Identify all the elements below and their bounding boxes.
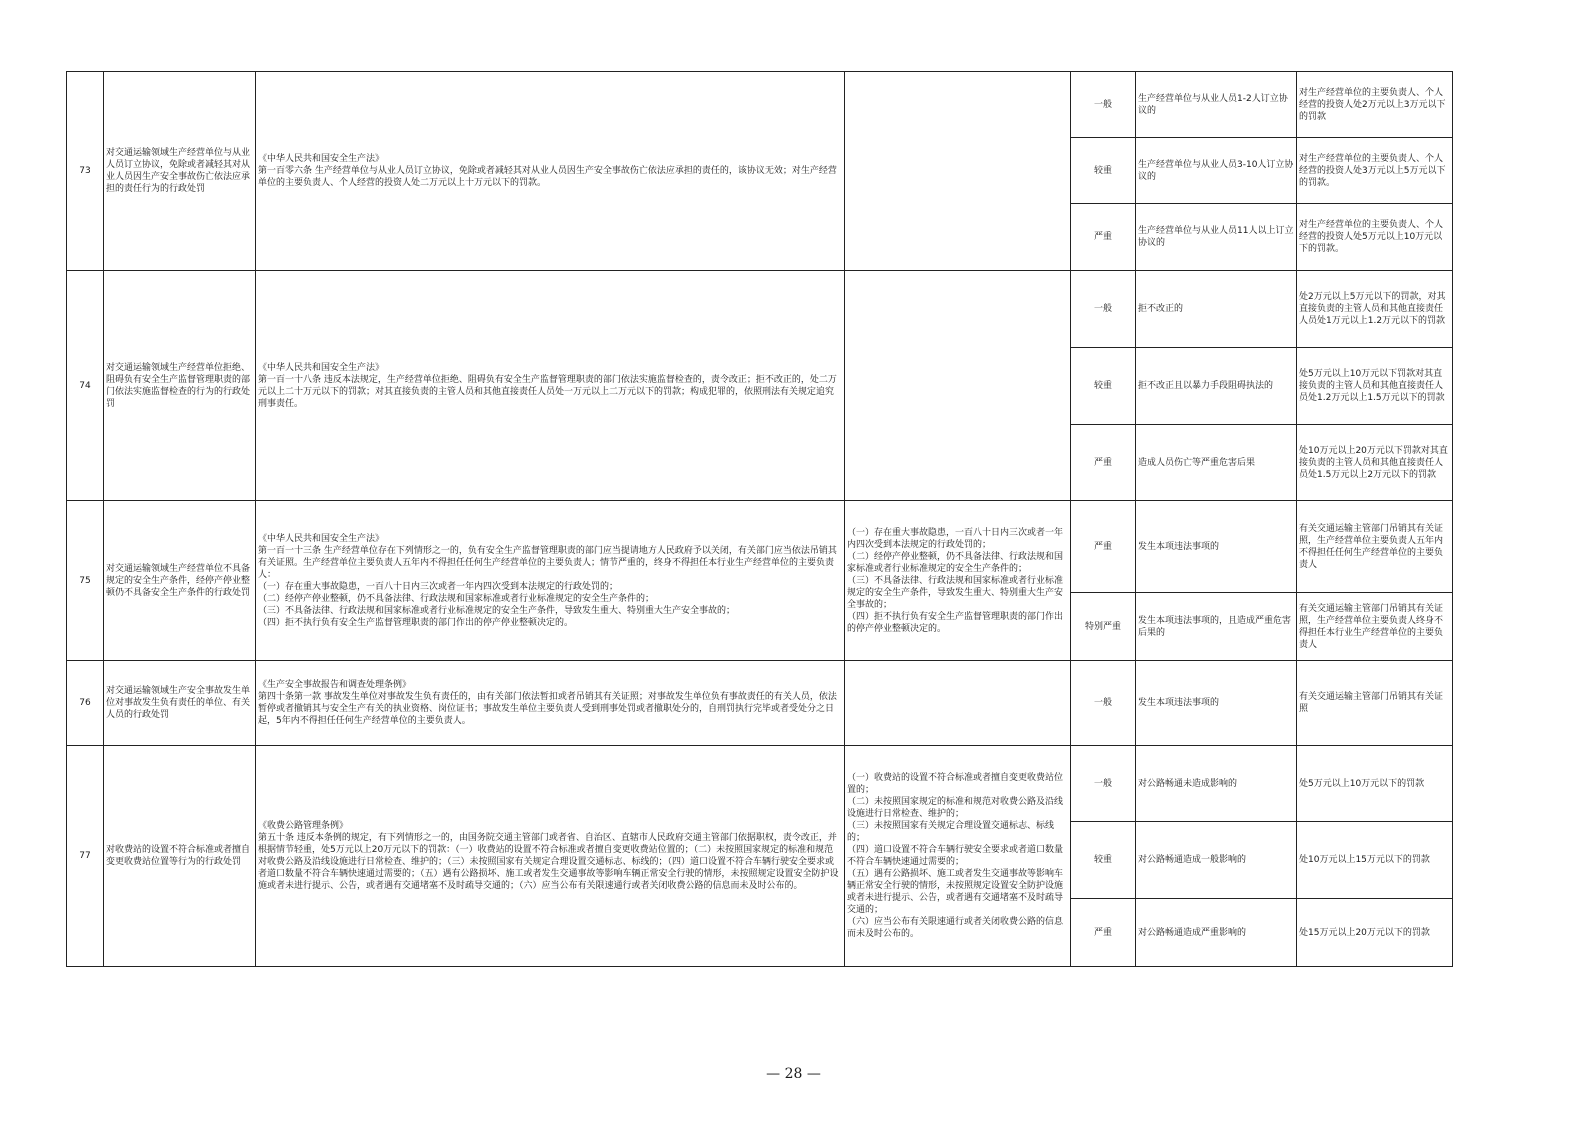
severity-level: 严重 — [1071, 501, 1136, 593]
severity-level: 一般 — [1071, 72, 1136, 138]
page-number: — 28 — — [766, 1066, 821, 1082]
legal-basis — [256, 661, 845, 746]
penalty-standard: 处5万元以上10万元以下的罚款 — [1297, 746, 1453, 822]
circumstance: 生产经营单位与从业人员1-2人订立协议的 — [1136, 72, 1297, 138]
item-number: 77 — [67, 746, 104, 967]
item-number: 76 — [67, 661, 104, 746]
circumstance: 生产经营单位与从业人员3-10人订立协议的 — [1136, 138, 1297, 204]
penalty-standard: 有关交通运输主管部门吊销其有关证照，生产经营单位主要负责人终身不得担任本行业生产经营单位的主要负责人 — [1297, 593, 1453, 661]
violation-condition — [845, 271, 1071, 501]
severity-level: 一般 — [1071, 271, 1136, 348]
law-title: 《中华人民共和国安全生产法》 — [258, 362, 385, 373]
law-article: 第一百一十八条 违反本法规定，生产经营单位拒绝、阻碍负有安全生产监督管理职责的部门依法实施监督检查的，责令改正；拒不改正的，处二万元以上二十万元以下的罚款；对其直接负责的主管人员和其他直接责任人员处一万元以上二万元以下的罚款；构成犯罪的，依照刑法有关规定追究刑事责任。 — [258, 374, 837, 409]
legal-basis — [256, 746, 845, 967]
penalty-standard: 有关交通运输主管部门吊销其有关证照 — [1297, 661, 1453, 746]
table-row — [67, 661, 1453, 746]
table-row — [67, 746, 1453, 822]
law-title: 《收费公路管理条例》 — [258, 821, 349, 831]
circumstance: 对公路畅通造成严重影响的 — [1136, 899, 1297, 967]
violation-condition — [845, 72, 1071, 271]
severity-level: 严重 — [1071, 899, 1136, 967]
law-article: 第一百零六条 生产经营单位与从业人员订立协议，免除或者减轻其对从业人员因生产安全事故伤亡依法应承担的责任的，该协议无效；对生产经营单位的主要负责人、个人经营的投资人处二万元以上十万元以下的罚款。 — [258, 166, 837, 188]
severity-level: 特别严重 — [1071, 593, 1136, 661]
penalty-standard: 对生产经营单位的主要负责人、个人经营的投资人处5万元以上10万元以下的罚款。 — [1297, 204, 1453, 271]
penalty-standard: 处10万元以上15万元以下的罚款 — [1297, 822, 1453, 899]
severity-level: 一般 — [1071, 661, 1136, 746]
circumstance: 对公路畅通未造成影响的 — [1136, 746, 1297, 822]
item-number: 75 — [67, 501, 104, 661]
law-title: 《中华人民共和国安全生产法》 — [258, 533, 385, 544]
violation-condition: （一）收费站的设置不符合标准或者擅自变更收费站位置的； （二）未按照国家规定的标准和规范对收费公路及沿线设施进行日常检查、维护的； （三）未按照国家有关规定合理设置交通标志、标线的； （四）道口设置不符合车辆行驶安全要求或者道口数量不符合车辆快速通过需要的； （五）遇有公路损坏、施工或者发生交通事故等影响车辆正常安全行驶的情形，未按照规定设置安全防护设施或者未进行提示、公告，或者遇有交通堵塞不及时疏导交通的； （六）应当公布有关限速通行或者关闭收费公路的信息而未及时公布的。 — [845, 746, 1071, 967]
table-row — [67, 72, 1453, 138]
penalty-standard: 有关交通运输主管部门吊销其有关证照，生产经营单位主要负责人五年内不得担任任何生产经营单位的主要负责人 — [1297, 501, 1453, 593]
penalty-standards-table — [66, 71, 1453, 967]
violation-item: 对收费站的设置不符合标准或者擅自变更收费站位置等行为的行政处罚 — [104, 746, 256, 967]
law-title: 《生产安全事故报告和调查处理条例》 — [258, 680, 412, 690]
law-article: 第一百一十三条 生产经营单位存在下列情形之一的，负有安全生产监督管理职责的部门应当提请地方人民政府予以关闭，有关部门应当依法吊销其有关证照。生产经营单位主要负责人五年内不得担任任何生产经营单位的主要负责人；情节严重的，终身不得担任本行业生产经营单位的主要负责人： （一）存在重大事故隐患，一百八十日内三次或者一年内四次受到本法规定的行政处罚的； （二）经停产停业整顿，仍不具备法律、行政法规和国家标准或者行业标准规定的安全生产条件的； （三）不具备法律、行政法规和国家标准或者行业标准规定的安全生产条件，导致发生重大、特别重大生产安全事故的； （四）拒不执行负有安全生产监督管理职责的部门作出的停产停业整顿决定的。 — [258, 545, 837, 628]
circumstance: 对公路畅通造成一般影响的 — [1136, 822, 1297, 899]
law-article: 第四十条第一款 事故发生单位对事故发生负有责任的，由有关部门依法暂扣或者吊销其有关证照；对事故发生单位负有事故责任的有关人员，依法暂停或者撤销其与安全生产有关的执业资格、岗位证书；事故发生单位主要负责人受到刑事处罚或者撤职处分的，自刑罚执行完毕或者受处分之日起，5年内不得担任任何生产经营单位的主要负责人。 — [258, 692, 837, 726]
table-row — [67, 271, 1453, 348]
circumstance: 生产经营单位与从业人员11人以上订立协议的 — [1136, 204, 1297, 271]
table-body — [67, 72, 1453, 967]
penalty-standard: 处5万元以上10万元以下罚款对其直接负责的主管人员和其他直接责任人员处1.2万元以上1.5万元以下的罚款 — [1297, 348, 1453, 425]
violation-item: 对交通运输领域生产经营单位拒绝、阻碍负有安全生产监督管理职责的部门依法实施监督检查的行为的行政处罚 — [104, 271, 256, 501]
violation-condition: （一）存在重大事故隐患，一百八十日内三次或者一年内四次受到本法规定的行政处罚的； （二）经停产停业整顿，仍不具备法律、行政法规和国家标准或者行业标准规定的安全生产条件的； （三）不具备法律、行政法规和国家标准或者行业标准规定的安全生产条件，导致发生重大、特别重大生产安全事故的； （四）拒不执行负有安全生产监督管理职责的部门作出的停产停业整顿决定的。 — [845, 501, 1071, 661]
circumstance: 发生本项违法事项的 — [1136, 661, 1297, 746]
circumstance: 拒不改正的 — [1136, 271, 1297, 348]
severity-level: 较重 — [1071, 138, 1136, 204]
violation-item: 对交通运输领域生产经营单位不具备规定的安全生产条件，经停产停业整顿仍不具备安全生产条件的行政处罚 — [104, 501, 256, 661]
penalty-standard: 处2万元以上5万元以下的罚款，对其直接负责的主管人员和其他直接责任人员处1万元以上1.2万元以下的罚款 — [1297, 271, 1453, 348]
law-article: 第五十条 违反本条例的规定，有下列情形之一的，由国务院交通主管部门或者省、自治区、直辖市人民政府交通主管部门依据职权，责令改正，并根据情节轻重，处5万元以上20万元以下的罚款：（一）收费站的设置不符合标准或者擅自变更收费站位置的；（二）未按照国家规定的标准和规范对收费公路及沿线设施进行日常检查、维护的；（三）未按照国家有关规定合理设置交通标志、标线的；（四）道口设置不符合车辆行驶安全要求或者道口数量不符合车辆快速通过需要的；（五）遇有公路损坏、施工或者发生交通事故等影响车辆正常安全行驶的情形，未按照规定设置安全防护设施或者未进行提示、公告，或者遇有交通堵塞不及时疏导交通的；（六）应当公布有关限速通行或者关闭收费公路的信息而未及时公布的。 — [258, 833, 839, 891]
circumstance: 发生本项违法事项的 — [1136, 501, 1297, 593]
legal-basis — [256, 271, 845, 501]
item-number: 73 — [67, 72, 104, 271]
severity-level: 严重 — [1071, 204, 1136, 271]
penalty-standard: 对生产经营单位的主要负责人、个人经营的投资人处2万元以上3万元以下的罚款 — [1297, 72, 1453, 138]
circumstance: 拒不改正且以暴力手段阻碍执法的 — [1136, 348, 1297, 425]
severity-level: 较重 — [1071, 348, 1136, 425]
severity-level: 较重 — [1071, 822, 1136, 899]
penalty-standard: 处10万元以上20万元以下罚款对其直接负责的主管人员和其他直接责任人员处1.5万元以上2万元以下的罚款 — [1297, 425, 1453, 501]
legal-basis — [256, 501, 845, 661]
penalty-standard: 处15万元以上20万元以下的罚款 — [1297, 899, 1453, 967]
severity-level: 严重 — [1071, 425, 1136, 501]
item-number: 74 — [67, 271, 104, 501]
law-title: 《中华人民共和国安全生产法》 — [258, 154, 385, 164]
violation-condition — [845, 661, 1071, 746]
violation-item: 对交通运输领域生产安全事故发生单位对事故发生负有责任的单位、有关人员的行政处罚 — [104, 661, 256, 746]
legal-basis — [256, 72, 845, 271]
circumstance: 造成人员伤亡等严重危害后果 — [1136, 425, 1297, 501]
violation-item: 对交通运输领域生产经营单位与从业人员订立协议，免除或者减轻其对从业人员因生产安全事故伤亡依法应承担的责任行为的行政处罚 — [104, 72, 256, 271]
table-row — [67, 501, 1453, 593]
penalty-standard: 对生产经营单位的主要负责人、个人经营的投资人处3万元以上5万元以下的罚款。 — [1297, 138, 1453, 204]
severity-level: 一般 — [1071, 746, 1136, 822]
circumstance: 发生本项违法事项的，且造成严重危害后果的 — [1136, 593, 1297, 661]
